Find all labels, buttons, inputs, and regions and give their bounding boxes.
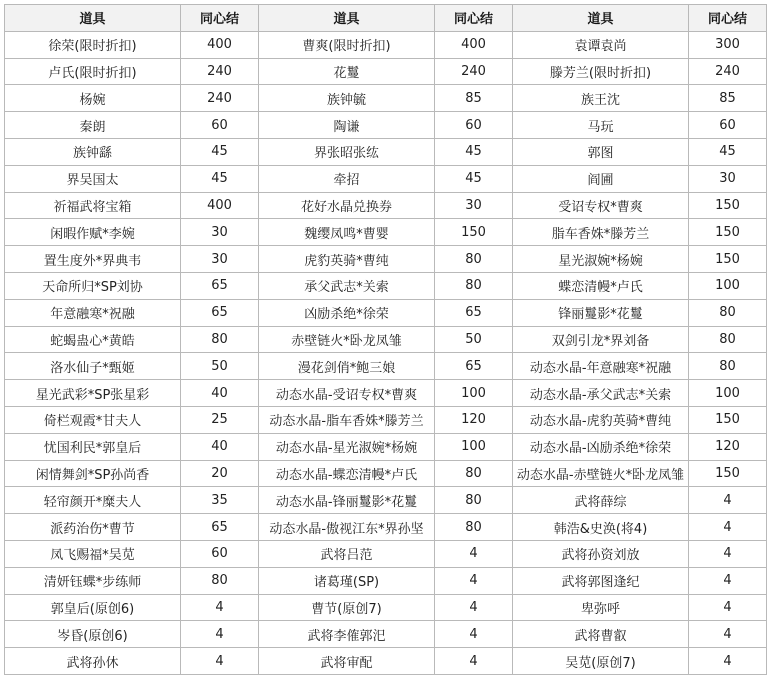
header-item-col-3: 道具 — [513, 5, 689, 32]
item-cell: 动态水晶-星光淑婉*杨婉 — [259, 433, 435, 460]
item-cell: 忧国利民*郭皇后 — [5, 433, 181, 460]
value-cell: 4 — [181, 594, 259, 621]
item-cell: 闲暇作赋*李婉 — [5, 219, 181, 246]
item-cell: 动态水晶-年意融寒*祝融 — [513, 353, 689, 380]
table-row — [5, 353, 767, 380]
item-cell: 动态水晶-锋丽鬘影*花鬘 — [259, 487, 435, 514]
value-cell: 30 — [689, 165, 767, 192]
value-cell: 100 — [689, 272, 767, 299]
item-cell: 卢氏(限时折扣) — [5, 58, 181, 85]
value-cell: 20 — [181, 460, 259, 487]
value-cell: 30 — [181, 219, 259, 246]
value-cell: 4 — [435, 594, 513, 621]
item-cell: 界张昭张纮 — [259, 138, 435, 165]
value-cell: 30 — [181, 246, 259, 273]
value-cell: 150 — [689, 406, 767, 433]
item-cell: 牵招 — [259, 165, 435, 192]
item-cell: 清妍钰蝶*步练师 — [5, 567, 181, 594]
table-row — [5, 299, 767, 326]
table-body — [5, 31, 767, 674]
item-cell: 动态水晶-虎豹英骑*曹纯 — [513, 406, 689, 433]
item-cell: 年意融寒*祝融 — [5, 299, 181, 326]
value-cell: 50 — [181, 353, 259, 380]
item-cell: 陶谦 — [259, 112, 435, 139]
header-item-col-1: 道具 — [5, 5, 181, 32]
value-cell: 300 — [689, 31, 767, 58]
value-cell: 4 — [689, 621, 767, 648]
item-cell: 徐荣(限时折扣) — [5, 31, 181, 58]
value-cell: 40 — [181, 433, 259, 460]
value-cell: 45 — [435, 165, 513, 192]
value-cell: 400 — [435, 31, 513, 58]
value-cell: 65 — [435, 353, 513, 380]
item-cell: 星光淑婉*杨婉 — [513, 246, 689, 273]
value-cell: 100 — [689, 380, 767, 407]
item-cell: 曹爽(限时折扣) — [259, 31, 435, 58]
item-cell: 虎豹英骑*曹纯 — [259, 246, 435, 273]
value-cell: 80 — [689, 353, 767, 380]
value-cell: 4 — [689, 514, 767, 541]
value-cell: 80 — [435, 487, 513, 514]
item-cell: 族钟毓 — [259, 85, 435, 112]
item-cell: 滕芳兰(限时折扣) — [513, 58, 689, 85]
value-cell: 80 — [435, 514, 513, 541]
item-cell: 动态水晶-受诏专权*曹爽 — [259, 380, 435, 407]
value-cell: 240 — [181, 85, 259, 112]
item-cell: 武将李傕郭汜 — [259, 621, 435, 648]
value-cell: 150 — [689, 192, 767, 219]
value-cell: 150 — [435, 219, 513, 246]
item-cell: 郭图 — [513, 138, 689, 165]
value-cell: 40 — [181, 380, 259, 407]
value-cell: 30 — [435, 192, 513, 219]
item-cell: 吴苋(原创7) — [513, 648, 689, 675]
value-cell: 4 — [689, 567, 767, 594]
reward-table — [4, 4, 767, 675]
value-cell: 80 — [689, 299, 767, 326]
table-row — [5, 85, 767, 112]
table-row — [5, 594, 767, 621]
item-cell: 族钟繇 — [5, 138, 181, 165]
value-cell: 240 — [181, 58, 259, 85]
value-cell: 45 — [435, 138, 513, 165]
item-cell: 脂车香姝*滕芳兰 — [513, 219, 689, 246]
value-cell: 150 — [689, 460, 767, 487]
item-cell: 承父武志*关索 — [259, 272, 435, 299]
value-cell: 45 — [689, 138, 767, 165]
header-value-col-3: 同心结 — [689, 5, 767, 32]
value-cell: 80 — [181, 326, 259, 353]
table-row — [5, 112, 767, 139]
table-row — [5, 406, 767, 433]
value-cell: 240 — [435, 58, 513, 85]
value-cell: 4 — [181, 648, 259, 675]
value-cell: 60 — [435, 112, 513, 139]
header-value-col-2: 同心结 — [435, 5, 513, 32]
value-cell: 35 — [181, 487, 259, 514]
item-cell: 倚栏观霞*甘夫人 — [5, 406, 181, 433]
header-row — [5, 5, 767, 32]
value-cell: 65 — [435, 299, 513, 326]
item-cell: 韩浩&史涣(将4) — [513, 514, 689, 541]
table-row — [5, 192, 767, 219]
item-cell: 动态水晶-脂车香姝*滕芳兰 — [259, 406, 435, 433]
item-cell: 武将薛综 — [513, 487, 689, 514]
table-row — [5, 219, 767, 246]
value-cell: 60 — [689, 112, 767, 139]
item-cell: 阎圃 — [513, 165, 689, 192]
item-cell: 动态水晶-傲视江东*界孙坚 — [259, 514, 435, 541]
item-cell: 蝶恋清幔*卢氏 — [513, 272, 689, 299]
item-cell: 岑昏(原创6) — [5, 621, 181, 648]
item-cell: 闲情舞剑*SP孙尚香 — [5, 460, 181, 487]
item-cell: 诸葛瑾(SP) — [259, 567, 435, 594]
item-cell: 洛水仙子*甄姬 — [5, 353, 181, 380]
item-cell: 武将孙资刘放 — [513, 540, 689, 567]
table-row — [5, 460, 767, 487]
table-row — [5, 648, 767, 675]
table-row — [5, 514, 767, 541]
item-cell: 凶励杀绝*徐荣 — [259, 299, 435, 326]
value-cell: 4 — [435, 648, 513, 675]
item-cell: 郭皇后(原创6) — [5, 594, 181, 621]
table-row — [5, 567, 767, 594]
item-cell: 武将曹叡 — [513, 621, 689, 648]
item-cell: 花鬘 — [259, 58, 435, 85]
item-cell: 动态水晶-赤壁链火*卧龙凤雏 — [513, 460, 689, 487]
item-cell: 赤壁链火*卧龙凤雏 — [259, 326, 435, 353]
table-row — [5, 272, 767, 299]
value-cell: 4 — [689, 594, 767, 621]
item-cell: 动态水晶-承父武志*关索 — [513, 380, 689, 407]
item-cell: 武将郭图逢纪 — [513, 567, 689, 594]
item-cell: 武将吕范 — [259, 540, 435, 567]
table-row — [5, 540, 767, 567]
item-cell: 祈福武将宝箱 — [5, 192, 181, 219]
table-row — [5, 433, 767, 460]
item-cell: 魏缨凤鸣*曹婴 — [259, 219, 435, 246]
value-cell: 65 — [181, 272, 259, 299]
value-cell: 4 — [689, 487, 767, 514]
item-cell: 界吴国太 — [5, 165, 181, 192]
value-cell: 80 — [435, 246, 513, 273]
value-cell: 80 — [689, 326, 767, 353]
item-cell: 派药治伤*曹节 — [5, 514, 181, 541]
value-cell: 80 — [435, 460, 513, 487]
value-cell: 80 — [435, 272, 513, 299]
value-cell: 400 — [181, 192, 259, 219]
value-cell: 150 — [689, 219, 767, 246]
value-cell: 60 — [181, 112, 259, 139]
item-cell: 动态水晶-蝶恋清幔*卢氏 — [259, 460, 435, 487]
value-cell: 150 — [689, 246, 767, 273]
value-cell: 4 — [689, 540, 767, 567]
item-cell: 武将孙休 — [5, 648, 181, 675]
item-cell: 武将审配 — [259, 648, 435, 675]
table-row — [5, 326, 767, 353]
item-cell: 曹节(原创7) — [259, 594, 435, 621]
value-cell: 4 — [181, 621, 259, 648]
value-cell: 4 — [435, 567, 513, 594]
table-row — [5, 58, 767, 85]
table-row — [5, 621, 767, 648]
item-cell: 凤飞赐福*吴苋 — [5, 540, 181, 567]
header-item-col-2: 道具 — [259, 5, 435, 32]
value-cell: 400 — [181, 31, 259, 58]
value-cell: 65 — [181, 514, 259, 541]
item-cell: 马玩 — [513, 112, 689, 139]
value-cell: 45 — [181, 165, 259, 192]
value-cell: 120 — [689, 433, 767, 460]
value-cell: 25 — [181, 406, 259, 433]
value-cell: 100 — [435, 433, 513, 460]
item-cell: 锋丽鬘影*花鬘 — [513, 299, 689, 326]
item-cell: 族王沈 — [513, 85, 689, 112]
table-row — [5, 380, 767, 407]
header-value-col-1: 同心结 — [181, 5, 259, 32]
item-cell: 置生度外*界典韦 — [5, 246, 181, 273]
item-cell: 秦朗 — [5, 112, 181, 139]
item-cell: 天命所归*SP刘协 — [5, 272, 181, 299]
value-cell: 240 — [689, 58, 767, 85]
item-cell: 杨婉 — [5, 85, 181, 112]
value-cell: 100 — [435, 380, 513, 407]
value-cell: 50 — [435, 326, 513, 353]
item-cell: 蛇蝎蛊心*黄皓 — [5, 326, 181, 353]
table-row — [5, 165, 767, 192]
value-cell: 65 — [181, 299, 259, 326]
item-cell: 漫花剑俏*鲍三娘 — [259, 353, 435, 380]
item-cell: 受诏专权*曹爽 — [513, 192, 689, 219]
value-cell: 45 — [181, 138, 259, 165]
value-cell: 4 — [435, 621, 513, 648]
item-cell: 轻帘颜开*糜夫人 — [5, 487, 181, 514]
item-cell: 星光武彩*SP张星彩 — [5, 380, 181, 407]
value-cell: 4 — [435, 540, 513, 567]
table-row — [5, 246, 767, 273]
value-cell: 60 — [181, 540, 259, 567]
value-cell: 80 — [181, 567, 259, 594]
table-row — [5, 138, 767, 165]
value-cell: 120 — [435, 406, 513, 433]
value-cell: 4 — [689, 648, 767, 675]
item-cell: 卑弥呼 — [513, 594, 689, 621]
item-cell: 双剑引龙*界刘备 — [513, 326, 689, 353]
value-cell: 85 — [435, 85, 513, 112]
item-cell: 袁谭袁尚 — [513, 31, 689, 58]
item-cell: 动态水晶-凶励杀绝*徐荣 — [513, 433, 689, 460]
item-cell: 花好水晶兑换券 — [259, 192, 435, 219]
table-row — [5, 31, 767, 58]
table-header — [5, 5, 767, 32]
table-row — [5, 487, 767, 514]
value-cell: 85 — [689, 85, 767, 112]
